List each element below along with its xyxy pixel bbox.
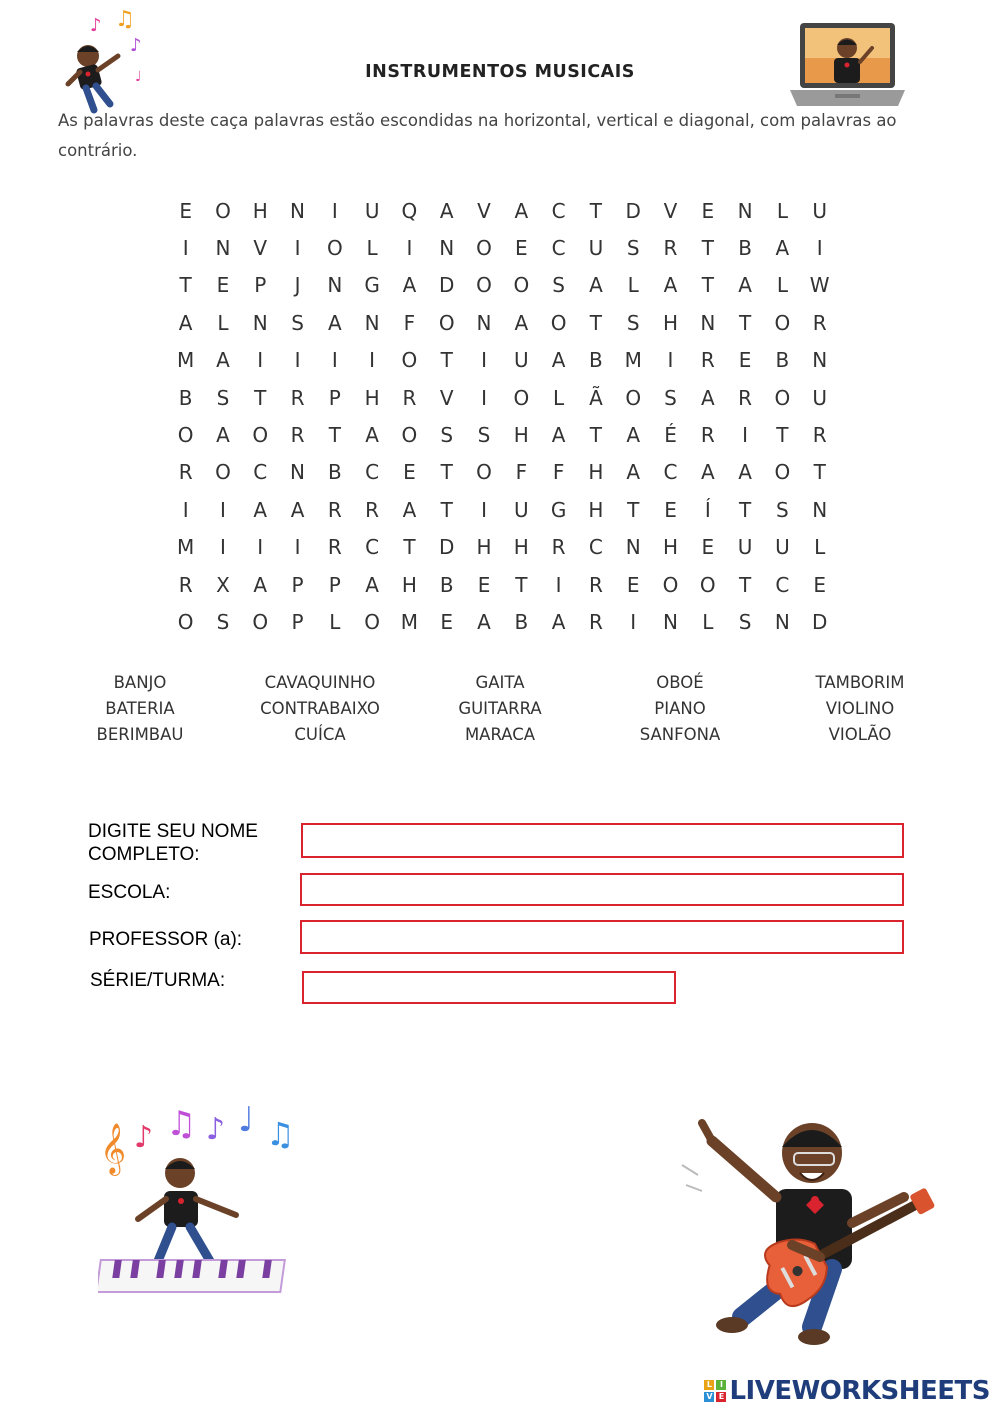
word-list-column [410, 670, 590, 748]
grid-letter[interactable]: I [742, 423, 749, 448]
grid-letter[interactable]: S [738, 609, 752, 634]
grid-letter[interactable]: R [700, 423, 715, 448]
grid-letter[interactable]: E [701, 198, 715, 223]
grid-letter[interactable]: L [702, 609, 714, 634]
grid-letter[interactable]: B [327, 460, 342, 485]
grid-row [167, 342, 838, 379]
grid-letter[interactable]: R [588, 609, 603, 634]
page-title: INSTRUMENTOS MUSICAIS [365, 62, 635, 82]
word-list-item: GAITA [475, 673, 525, 692]
grid-letter[interactable]: X [216, 572, 230, 597]
grid-row [167, 566, 838, 603]
grid-letter[interactable]: S [552, 273, 565, 298]
grid-letter[interactable]: I [182, 497, 189, 522]
grid-letter[interactable]: N [290, 460, 306, 485]
grid-letter[interactable]: L [776, 273, 788, 298]
grid-letter[interactable]: J [294, 273, 301, 298]
grid-letter[interactable]: S [216, 609, 230, 634]
grid-letter[interactable]: O [252, 423, 269, 448]
grid-letter[interactable]: E [626, 572, 640, 597]
grid-letter[interactable]: M [624, 348, 642, 373]
grid-letter[interactable]: T [440, 348, 453, 373]
grid-letter[interactable]: P [328, 385, 341, 410]
grid-letter[interactable]: U [812, 385, 828, 410]
grid-letter[interactable]: O [513, 273, 530, 298]
grid-letter[interactable]: I [331, 348, 338, 373]
grid-letter[interactable]: V [477, 198, 491, 223]
grid-letter[interactable]: G [364, 273, 380, 298]
grid-letter[interactable]: O [401, 423, 418, 448]
logo-text: LIVEWORKSHEETS [729, 1376, 990, 1406]
word-list-item: BANJO [113, 673, 167, 692]
grid-letter[interactable]: N [774, 609, 790, 634]
svg-text:♪: ♪ [90, 15, 102, 36]
grid-letter[interactable]: A [626, 423, 641, 448]
grid-letter[interactable]: S [216, 385, 230, 410]
grid-letter[interactable]: Q [401, 198, 418, 223]
word-list-item: CUÍCA [294, 725, 346, 744]
grid-letter[interactable]: T [701, 236, 714, 261]
word-list [50, 670, 950, 748]
grid-letter[interactable]: O [550, 310, 567, 335]
grid-letter[interactable]: B [775, 348, 790, 373]
grid-letter[interactable]: R [178, 460, 193, 485]
grid-letter[interactable]: N [290, 198, 306, 223]
grid-letter[interactable]: E [738, 348, 752, 373]
grid-letter[interactable]: O [774, 460, 791, 485]
school-input[interactable] [300, 873, 904, 906]
grid-letter[interactable]: C [588, 535, 603, 560]
grid-row [167, 416, 838, 453]
grid-letter[interactable]: U [737, 535, 753, 560]
grid-letter[interactable]: O [476, 273, 492, 298]
class-input[interactable] [302, 971, 676, 1004]
grid-letter[interactable]: A [551, 348, 566, 373]
grid-letter[interactable]: A [327, 310, 342, 335]
grid-letter[interactable]: B [439, 572, 454, 597]
grid-letter[interactable]: A [700, 460, 715, 485]
grid-letter[interactable]: T [254, 385, 267, 410]
grid-letter[interactable]: U [364, 198, 380, 223]
grid-letter[interactable]: A [626, 460, 641, 485]
grid-letter[interactable]: R [290, 385, 305, 410]
word-list-item: GUITARRA [458, 699, 542, 718]
grid-letter[interactable]: A [216, 348, 230, 373]
word-list-item: PIANO [654, 699, 706, 718]
grid-letter[interactable]: H [364, 385, 380, 410]
grid-letter[interactable]: L [217, 310, 229, 335]
grid-letter[interactable]: N [812, 348, 828, 373]
grid-letter[interactable]: R [551, 535, 566, 560]
grid-letter[interactable]: E [477, 572, 491, 597]
grid-letter[interactable]: S [440, 423, 454, 448]
logo-mark-letter: E [716, 1392, 726, 1402]
svg-text:♪: ♪ [206, 1112, 226, 1147]
logo-mark-icon [704, 1380, 726, 1402]
grid-letter[interactable]: A [514, 310, 529, 335]
grid-letter[interactable]: I [182, 236, 189, 261]
grid-letter[interactable]: P [328, 572, 341, 597]
grid-letter[interactable]: P [291, 572, 304, 597]
grid-letter[interactable]: N [252, 310, 268, 335]
grid-letter[interactable]: N [364, 310, 380, 335]
grid-letter[interactable]: U [588, 236, 604, 261]
word-list-item: CAVAQUINHO [264, 673, 376, 692]
grid-letter[interactable]: A [402, 273, 417, 298]
grid-letter[interactable]: O [476, 460, 492, 485]
grid-letter[interactable]: A [439, 198, 454, 223]
grid-letter[interactable]: I [406, 236, 413, 261]
grid-letter[interactable]: N [327, 273, 343, 298]
grid-letter[interactable]: N [737, 198, 753, 223]
grid-letter[interactable]: R [178, 572, 193, 597]
grid-letter[interactable]: N [215, 236, 231, 261]
grid-letter[interactable]: A [663, 273, 678, 298]
logo-mark-letter: I [716, 1380, 726, 1390]
grid-letter[interactable]: A [738, 273, 752, 298]
grid-letter[interactable]: R [365, 497, 380, 522]
school-label: ESCOLA: [88, 882, 171, 903]
grid-letter[interactable]: F [403, 310, 416, 335]
word-list-item: SANFONA [639, 725, 721, 744]
grid-letter[interactable]: L [814, 535, 826, 560]
grid-letter[interactable]: S [664, 385, 677, 410]
grid-letter[interactable]: V [253, 236, 268, 261]
grid-letter[interactable]: T [440, 497, 453, 522]
grid-letter[interactable]: C [551, 198, 566, 223]
grid-letter[interactable]: E [515, 236, 528, 261]
grid-letter[interactable]: O [438, 310, 455, 335]
grid-letter[interactable]: T [589, 310, 603, 335]
grid-letter[interactable]: S [776, 497, 789, 522]
grid-letter[interactable]: A [178, 310, 193, 335]
grid-letter[interactable]: V [439, 385, 454, 410]
grid-letter[interactable]: A [253, 497, 268, 522]
word-list-item: OBOÉ [656, 673, 704, 692]
grid-letter[interactable]: R [663, 236, 678, 261]
grid-letter[interactable]: L [776, 198, 788, 223]
grid-letter[interactable]: H [588, 497, 604, 522]
instructions-text: As palavras deste caça palavras estão escondidas na horizontal, vertical e diagonal, com palavras ao contrário. [58, 111, 897, 160]
grid-letter[interactable]: I [294, 535, 301, 560]
grid-letter[interactable]: M [177, 535, 195, 560]
svg-text:♫: ♫ [166, 1104, 197, 1144]
class-label: SÉRIE/TURMA: [90, 970, 226, 991]
grid-row [167, 229, 838, 266]
grid-letter[interactable]: I [667, 348, 674, 373]
svg-text:♩: ♩ [238, 1100, 255, 1140]
grid-letter[interactable]: O [177, 423, 194, 448]
svg-text:♪: ♪ [130, 35, 142, 56]
grid-letter[interactable]: C [775, 572, 790, 597]
grid-letter[interactable]: N [663, 609, 678, 634]
grid-letter[interactable]: S [477, 423, 491, 448]
grid-letter[interactable]: I [331, 198, 338, 223]
grid-letter[interactable]: O [476, 236, 492, 261]
grid-letter[interactable]: A [365, 572, 379, 597]
grid-letter[interactable]: I [630, 609, 637, 634]
grid-letter[interactable]: A [477, 609, 491, 634]
grid-letter[interactable]: H [252, 198, 268, 223]
grid-letter[interactable]: I [294, 236, 301, 261]
grid-letter[interactable]: R [402, 385, 417, 410]
grid-letter[interactable]: I [481, 385, 487, 410]
word-list-item: MARACA [464, 725, 536, 744]
grid-letter[interactable]: N [476, 310, 492, 335]
grid-letter[interactable]: U [812, 198, 828, 223]
grid-letter[interactable]: T [440, 460, 453, 485]
name-input[interactable] [301, 823, 904, 858]
grid-letter[interactable]: É [664, 423, 677, 448]
grid-letter[interactable]: T [589, 423, 603, 448]
grid-letter[interactable]: A [216, 423, 230, 448]
grid-row [167, 379, 838, 416]
word-list-item: TAMBORIM [815, 673, 905, 692]
grid-letter[interactable]: S [291, 310, 304, 335]
grid-row [167, 454, 838, 491]
grid-letter[interactable]: M [177, 348, 195, 373]
svg-text:♫: ♫ [266, 1115, 295, 1153]
dancing-avatar-illustration [60, 6, 160, 116]
grid-letter[interactable]: T [179, 273, 192, 298]
grid-letter[interactable]: T [701, 273, 714, 298]
grid-letter[interactable]: R [738, 385, 753, 410]
word-list-column [230, 670, 410, 748]
grid-letter[interactable]: H [662, 310, 679, 335]
grid-letter[interactable]: U [775, 535, 790, 560]
grid-letter[interactable]: O [625, 385, 642, 410]
word-list-item: BATERIA [105, 699, 175, 718]
grid-letter[interactable]: B [589, 348, 603, 373]
grid-row [167, 491, 838, 528]
grid-letter[interactable]: A [253, 572, 268, 597]
grid-letter[interactable]: E [179, 198, 192, 223]
grid-letter[interactable]: A [551, 423, 566, 448]
grid-letter[interactable]: U [514, 348, 529, 373]
teacher-input[interactable] [300, 920, 904, 954]
grid-letter[interactable]: O [401, 348, 418, 373]
teacher-label: PROFESSOR (a): [89, 929, 243, 950]
grid-letter[interactable]: L [366, 236, 378, 261]
grid-letter[interactable]: F [552, 460, 565, 485]
grid-letter[interactable]: H [513, 423, 529, 448]
grid-letter[interactable]: I [481, 497, 487, 522]
grid-letter[interactable]: H [476, 535, 492, 560]
grid-letter[interactable]: R [327, 497, 342, 522]
grid-letter[interactable]: C [551, 236, 566, 261]
grid-letter[interactable]: I [219, 497, 226, 522]
grid-letter[interactable]: L [329, 609, 341, 634]
grid-letter[interactable]: R [588, 572, 603, 597]
grid-letter[interactable]: T [403, 535, 416, 560]
grid-letter[interactable]: I [257, 535, 264, 560]
grid-letter[interactable]: A [738, 460, 752, 485]
grid-letter[interactable]: C [365, 460, 380, 485]
grid-letter[interactable]: O [215, 198, 231, 223]
svg-text:♩: ♩ [135, 69, 142, 85]
grid-letter[interactable]: T [515, 572, 528, 597]
grid-letter[interactable]: V [663, 198, 678, 223]
grid-letter[interactable]: E [701, 535, 715, 560]
grid-letter[interactable]: N [439, 236, 455, 261]
grid-letter[interactable]: I [369, 348, 376, 373]
grid-letter[interactable]: T [738, 497, 752, 522]
word-list-item: BERIMBAU [96, 725, 184, 744]
grid-letter[interactable]: I [555, 572, 562, 597]
svg-text:♫: ♫ [115, 7, 135, 32]
grid-letter[interactable]: D [439, 273, 455, 298]
grid-letter[interactable]: A [402, 497, 417, 522]
grid-letter[interactable]: N [700, 310, 716, 335]
grid-letter[interactable]: R [812, 310, 827, 335]
word-list-column [770, 670, 950, 748]
grid-letter[interactable]: O [252, 609, 269, 634]
grid-letter[interactable]: B [514, 609, 529, 634]
grid-row [167, 304, 838, 341]
grid-letter[interactable]: T [738, 572, 752, 597]
grid-letter[interactable]: P [291, 609, 304, 634]
grid-letter[interactable]: I [257, 348, 264, 373]
grid-letter[interactable]: Ã [589, 385, 603, 410]
piano-dancer-illustration [98, 1095, 310, 1300]
grid-letter[interactable]: H [662, 535, 679, 560]
grid-letter[interactable]: R [700, 348, 715, 373]
grid-letter[interactable]: R [290, 423, 305, 448]
grid-letter[interactable]: D [811, 609, 828, 634]
grid-letter[interactable]: R [812, 423, 827, 448]
logo-mark-letter: L [704, 1380, 714, 1390]
grid-letter[interactable]: T [589, 198, 603, 223]
word-list-column [50, 670, 230, 748]
grid-letter[interactable]: O [662, 572, 679, 597]
grid-letter[interactable]: A [589, 273, 603, 298]
guitar-player-illustration [672, 1105, 947, 1345]
grid-letter[interactable]: U [514, 497, 529, 522]
grid-row [167, 529, 838, 566]
grid-letter[interactable]: T [738, 310, 752, 335]
liveworksheets-logo [704, 1376, 990, 1406]
grid-letter[interactable]: P [254, 273, 267, 298]
grid-letter[interactable]: O [177, 609, 194, 634]
grid-letter[interactable]: L [627, 273, 639, 298]
grid-letter[interactable]: T [328, 423, 341, 448]
grid-letter[interactable]: H [588, 460, 604, 485]
grid-row [167, 603, 838, 640]
grid-letter[interactable]: C [365, 535, 380, 560]
grid-letter[interactable]: C [253, 460, 268, 485]
grid-letter[interactable]: F [515, 460, 528, 485]
grid-letter[interactable]: O [699, 572, 716, 597]
word-list-item: CONTRABAIXO [260, 699, 380, 718]
grid-letter[interactable]: T [627, 497, 640, 522]
svg-text:𝄞: 𝄞 [100, 1123, 127, 1174]
grid-letter[interactable]: I [219, 535, 226, 560]
grid-letter[interactable]: D [625, 198, 641, 223]
word-list-column [590, 670, 770, 748]
grid-letter[interactable]: S [626, 236, 640, 261]
grid-letter[interactable]: O [326, 236, 343, 261]
grid-letter[interactable]: A [700, 385, 715, 410]
grid-letter[interactable]: M [400, 609, 419, 634]
name-label: DIGITE SEU NOME COMPLETO: [88, 821, 258, 865]
grid-letter[interactable]: N [812, 497, 828, 522]
grid-letter[interactable]: R [327, 535, 342, 560]
grid-letter[interactable]: D [439, 535, 455, 560]
grid-letter[interactable]: O [774, 385, 791, 410]
grid-letter[interactable]: I [816, 236, 823, 261]
grid-letter[interactable]: B [738, 236, 752, 261]
grid-letter[interactable]: A [775, 236, 790, 261]
grid-letter[interactable]: O [774, 310, 791, 335]
grid-letter[interactable]: S [626, 310, 640, 335]
grid-row [167, 192, 838, 229]
grid-letter[interactable]: T [813, 460, 826, 485]
grid-letter[interactable]: A [365, 423, 379, 448]
grid-letter[interactable]: A [290, 497, 305, 522]
grid-letter[interactable]: B [178, 385, 193, 410]
grid-letter[interactable]: L [553, 385, 565, 410]
grid-letter[interactable]: W [809, 273, 830, 298]
grid-letter[interactable]: C [663, 460, 678, 485]
word-list-item: VIOLÃO [828, 725, 892, 744]
word-list-item: VIOLINO [825, 699, 895, 718]
grid-letter[interactable]: E [664, 497, 677, 522]
grid-letter[interactable]: E [216, 273, 230, 298]
svg-text:♪: ♪ [134, 1120, 154, 1155]
grid-letter[interactable]: H [401, 572, 417, 597]
grid-letter[interactable]: O [513, 385, 530, 410]
grid-letter[interactable]: O [364, 609, 380, 634]
grid-letter[interactable]: I [481, 348, 487, 373]
grid-letter[interactable]: E [403, 460, 416, 485]
grid-letter[interactable]: H [513, 535, 529, 560]
grid-letter[interactable]: A [551, 609, 566, 634]
grid-letter[interactable]: O [215, 460, 231, 485]
grid-letter[interactable]: I [294, 348, 301, 373]
grid-letter[interactable]: N [625, 535, 641, 560]
logo-mark-letter: V [706, 1392, 713, 1401]
grid-letter[interactable]: E [813, 572, 827, 597]
grid-letter[interactable]: T [776, 423, 789, 448]
grid-letter[interactable]: A [514, 198, 529, 223]
grid-letter[interactable]: G [550, 497, 567, 522]
grid-letter[interactable]: E [440, 609, 454, 634]
grid-letter[interactable]: Í [704, 497, 711, 522]
grid-row [167, 267, 838, 304]
word-search-grid [167, 192, 838, 641]
